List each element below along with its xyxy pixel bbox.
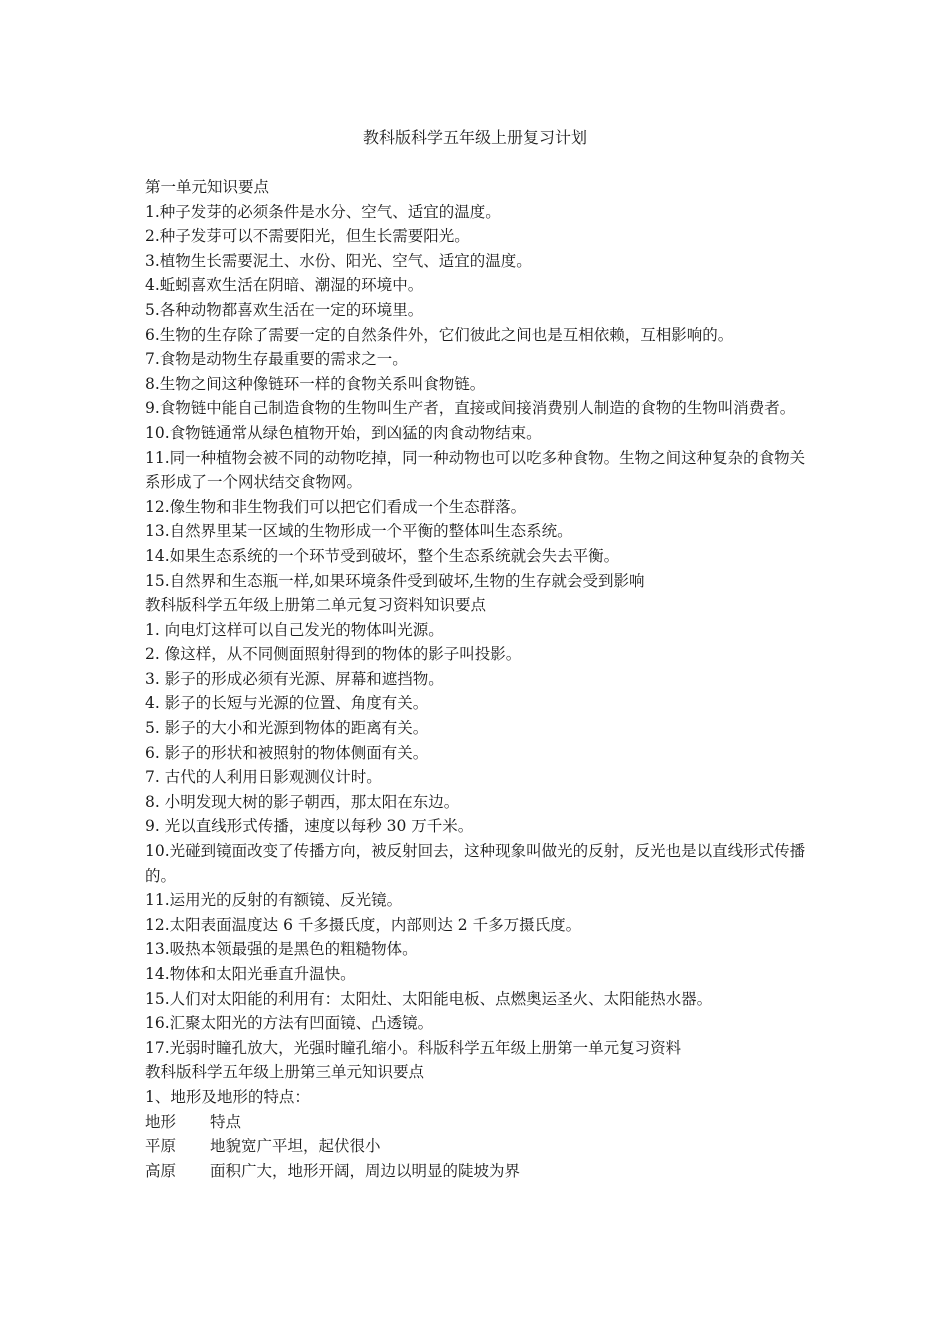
unit1-item: 14.如果生态系统的一个环节受到破坏，整个生态系统就会失去平衡。 [145, 546, 620, 565]
table-cell-feature: 地貌宽广平坦，起伏很小 [210, 1137, 381, 1156]
unit2-list [145, 618, 815, 1061]
table-row [145, 1159, 815, 1184]
unit2-item: 17.光弱时瞳孔放大，光强时瞳孔缩小。科版科学五年级上册第一单元复习资料 [145, 1038, 682, 1057]
unit1-heading: 第一单元知识要点 [145, 178, 270, 196]
unit1-item: 5.各种动物都喜欢生活在一定的环境里。 [145, 300, 424, 319]
unit2-item: 2. 像这样，从不同侧面照射得到的物体的影子叫投影。 [145, 645, 522, 664]
unit2-item: 4. 影子的长短与光源的位置、角度有关。 [145, 694, 429, 713]
unit2-heading: 教科版科学五年级上册第二单元复习资料知识要点 [145, 596, 487, 615]
unit2-item: 5. 影子的大小和光源到物体的距离有关。 [145, 719, 429, 738]
unit1-item: 4.蚯蚓喜欢生活在阴暗、潮湿的环境中。 [145, 276, 424, 295]
document-title: 教科版科学五年级上册复习计划 [362, 128, 587, 147]
unit2-item: 3. 影子的形成必须有光源、屏幕和遮挡物。 [145, 669, 444, 688]
unit2-item: 14.物体和太阳光垂直升温快。 [145, 965, 356, 983]
unit1-item: 11.同一种植物会被不同的动物吃掉，同一种动物也可以吃多种食物。生物之间这种复杂的食物关系形成了一个网状结交食物网。 [145, 448, 806, 492]
unit3-subheading: 1、地形及地形的特点： [145, 1087, 310, 1106]
table-cell-landform: 平原 [145, 1137, 177, 1156]
unit1-item: 13.自然界里某一区域的生物形成一个平衡的整体叫生态系统。 [145, 522, 573, 541]
unit2-item: 12.太阳表面温度达 6 千多摄氏度，内部则达 2 千多万摄氏度。 [145, 915, 582, 934]
unit2-item: 13.吸热本领最强的是黑色的粗糙物体。 [145, 940, 418, 959]
table-cell-landform: 高原 [145, 1161, 177, 1180]
unit1-item: 12.像生物和非生物我们可以把它们看成一个生态群落。 [145, 497, 527, 516]
unit1-item: 2.种子发芽可以不需要阳光，但生长需要阳光。 [145, 227, 470, 246]
table-header-feature: 特点 [210, 1112, 242, 1131]
unit1-list [145, 200, 815, 594]
document-body [145, 175, 815, 1183]
table-header-row [145, 1110, 815, 1135]
table-row [145, 1134, 815, 1159]
unit1-item: 3.植物生长需要泥土、水份、阳光、空气、适宜的温度。 [145, 251, 532, 270]
unit1-item: 9.食物链中能自己制造食物的生物叫生产者，直接或间接消费别人制造的食物的生物叫消费者。 [145, 399, 796, 418]
table-header-landform: 地形 [145, 1112, 177, 1131]
unit1-item: 1.种子发芽的必须条件是水分、空气、适宜的温度。 [145, 202, 501, 221]
unit2-item: 10.光碰到镜面改变了传播方向，被反射回去，这种现象叫做光的反射，反光也是以直线形式传播的。 [145, 842, 806, 885]
unit2-item: 11.运用光的反射的有额镜、反光镜。 [145, 891, 403, 910]
landform-table [145, 1110, 815, 1184]
unit2-item: 8. 小明发现大树的影子朝西，那太阳在东边。 [145, 792, 460, 811]
unit2-item: 9. 光以直线形式传播，速度以每秒 30 万千米。 [145, 817, 474, 836]
unit3-heading: 教科版科学五年级上册第三单元知识要点 [145, 1063, 425, 1082]
unit1-item: 15.自然界和生态瓶一样,如果环境条件受到破坏,生物的生存就会受到影响 [145, 571, 645, 590]
unit2-item: 16.汇聚太阳光的方法有凹面镜、凸透镜。 [145, 1014, 434, 1033]
unit2-item: 1. 向电灯这样可以自己发光的物体叫光源。 [145, 620, 444, 639]
unit2-item: 15.人们对太阳能的利用有：太阳灶、太阳能电板、点燃奥运圣火、太阳能热水器。 [145, 989, 713, 1008]
unit1-item: 10.食物链通常从绿色植物开始，到凶猛的肉食动物结束。 [145, 423, 542, 442]
unit2-item: 6. 影子的形状和被照射的物体侧面有关。 [145, 743, 429, 762]
unit1-item: 8.生物之间这种像链环一样的食物关系叫食物链。 [145, 374, 486, 393]
unit1-item: 6.生物的生存除了需要一定的自然条件外，它们彼此之间也是互相依赖，互相影响的。 [145, 325, 734, 344]
unit1-item: 7.食物是动物生存最重要的需求之一。 [145, 350, 408, 369]
table-cell-feature: 面积广大，地形开阔，周边以明显的陡坡为界 [210, 1161, 521, 1180]
unit2-item: 7. 古代的人利用日影观测仪计时。 [145, 768, 382, 787]
